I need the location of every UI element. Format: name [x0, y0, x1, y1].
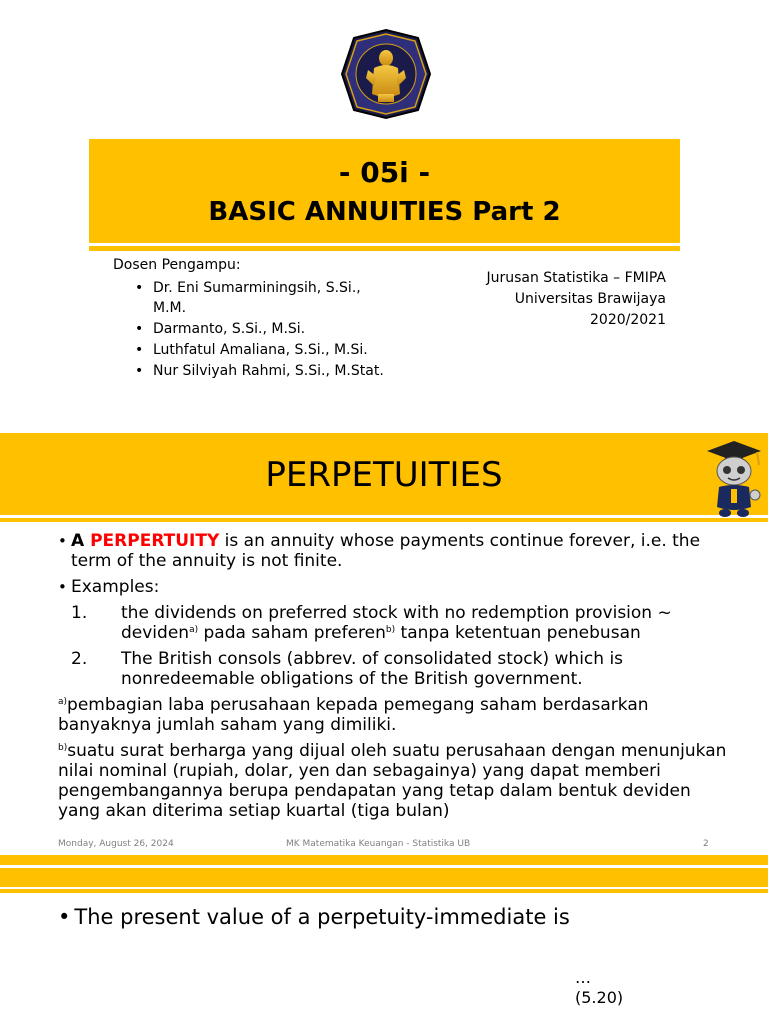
slide-header-band [0, 433, 768, 515]
header-divider [0, 518, 768, 522]
example-translation [121, 623, 738, 643]
bullet-prefix: A [71, 531, 91, 551]
footnote-b [58, 741, 738, 821]
header-band-top [0, 855, 768, 865]
example-item [71, 649, 738, 689]
academic-year-text: 2020/2021 [590, 312, 666, 328]
slide-number-title: - 05i - [338, 156, 431, 189]
lecturer-item: • Nur Silviyah Rahmi, S.Si., M.Stat. [135, 361, 385, 381]
footnote-mark-b: b) [385, 625, 396, 635]
examples-label: • Examples: [58, 577, 738, 597]
slide-main-title: BASIC ANNUITIES Part 2 [208, 197, 561, 227]
department-text: Jurusan Statistika – FMIPA [486, 270, 666, 286]
example-item [71, 603, 738, 643]
definition-text: is an annuity whose payments continue forever, i.e. the term of the annuity is not finite. [71, 531, 701, 571]
footer-page-number: 2 [703, 839, 709, 849]
penebusan-text: tanpa ketentuan penebusan [395, 623, 641, 643]
footnote-a [58, 695, 738, 735]
definition-bullet [58, 531, 738, 571]
footer-course: MK Matematika Keuangan - Statistika UB [286, 839, 471, 849]
footnote-mark-a: a) [189, 625, 199, 635]
equation-number: (5.20) [575, 988, 624, 1007]
university-logo-icon [340, 28, 432, 120]
example-text: The British consols (abbrev. of consolidated stock) which is nonredeemable obligations of the British government. [121, 649, 624, 689]
footnote-a-text: pembagian laba perusahaan kepada pemegang saham berdasarkan banyaknya jumlah saham yang dimiliki. [58, 695, 649, 735]
header-band [0, 868, 768, 887]
lecturers-list [135, 278, 385, 382]
footnote-b-text: suatu surat berharga yang dijual oleh suatu perusahaan dengan menunjukan nilai nominal (rupiah, dolar, yen dan sebagainya) yang dapat memberi pengembangannya berupa pendapatan yang tetap dalam bentuk deviden yang akan diterima setiap kuartal (tiga bulan) [58, 741, 727, 821]
title-slide [0, 0, 768, 425]
perpetuities-slide [0, 433, 768, 853]
lecturer-item: • Luthfatul Amaliana, S.Si., M.Si. [135, 340, 385, 360]
present-value-slide [0, 855, 768, 1024]
saham-preferen-text: pada saham preferen [198, 623, 386, 643]
footnote-b-mark: b) [58, 743, 68, 753]
example-number: 2. [71, 649, 88, 669]
example-number: 1. [71, 603, 88, 623]
institution-block [486, 268, 666, 331]
equation-dots: … [575, 968, 591, 987]
slide-title: PERPETUITIES [265, 455, 503, 495]
present-value-bullet: • The present value of a perpetuity-immediate is [58, 905, 570, 929]
deviden-word: deviden [121, 623, 190, 643]
lecturers-label: Dosen Pengampu: [113, 257, 241, 273]
footer-date: Monday, August 26, 2024 [58, 839, 174, 849]
slide-body [58, 531, 738, 827]
lecturer-item: • Darmanto, S.Si., M.Si. [135, 319, 385, 339]
title-box [89, 139, 680, 243]
university-text: Universitas Brawijaya [514, 291, 666, 307]
equation-label [575, 968, 623, 1008]
example-line: the dividends on preferred stock with no redemption provision ~ [121, 603, 672, 623]
graduate-mascot-icon [705, 439, 763, 519]
title-divider [89, 246, 680, 251]
perpetuity-term: PERPERTUITY [90, 531, 220, 551]
footnote-a-mark: a) [58, 697, 68, 707]
header-divider [0, 889, 768, 893]
lecturer-item: • Dr. Eni Sumarminingsih, S.Si., M.M. [135, 278, 385, 318]
